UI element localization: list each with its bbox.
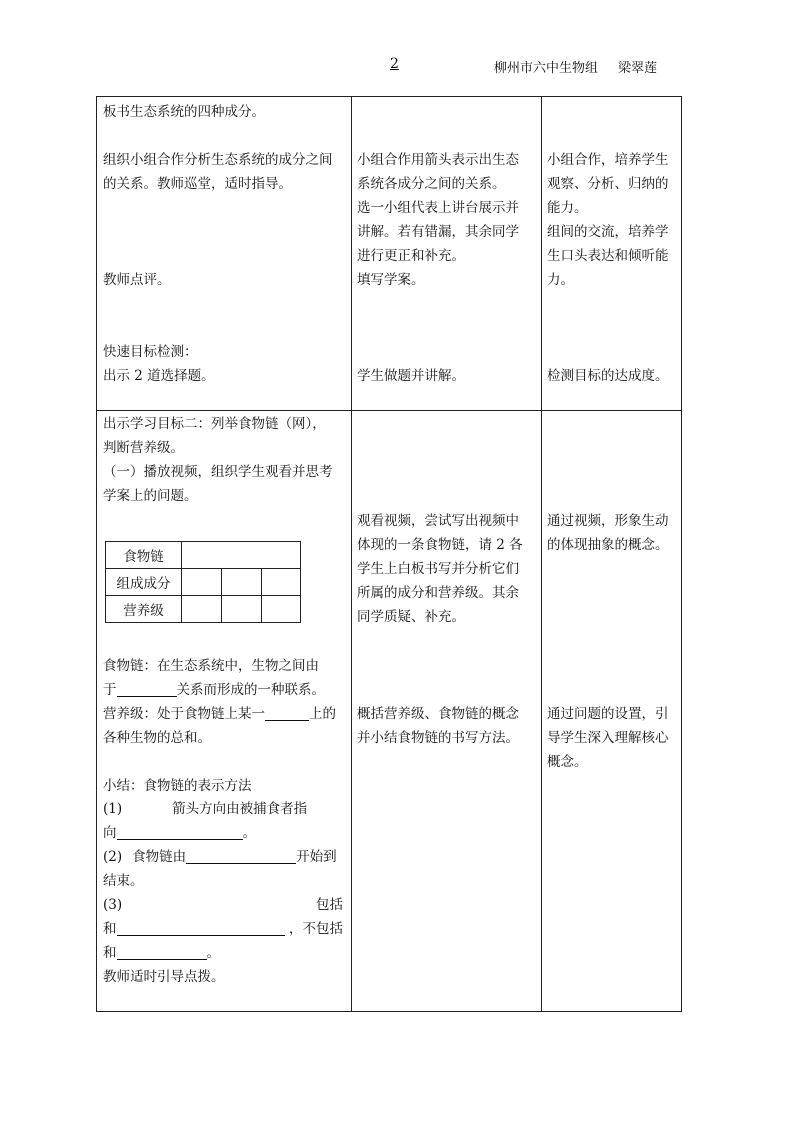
text-line: 观察、分析、归纳的 [547,176,669,192]
text-line [103,702,336,726]
text-line: 结束。 [103,873,144,889]
text-line: 检测目标的达成度。 [547,368,669,384]
text-line: 板书生态系统的四种成分。 [103,104,265,120]
text-segment: 上的 [309,706,336,722]
list-number: (3) [103,897,123,913]
table-row [106,596,301,623]
text-line: 各种生物的总和。 [103,730,211,746]
text-line: 出示 2 道选择题。 [103,368,215,384]
text-segment: 包括 [316,897,343,913]
table-row [97,411,682,1012]
text-line [103,845,337,869]
text-line: 教师点评。 [103,272,171,288]
text-line: 导学生深入理解核心 [547,730,669,746]
teacher-activity-cell [97,411,352,1012]
fill-in-blank [117,823,243,840]
text-line: 出示学习目标二：列举食物链（网）， [103,416,326,432]
text-line: 的体现抽象的概念。 [547,537,669,553]
text-segment: 开始到 [296,849,337,865]
table-cell [182,542,301,569]
text-line: 所属的成分和营养级。其余 [357,585,519,601]
text-line: 学案上的问题。 [103,488,198,504]
text-line [103,893,343,917]
design-purpose-cell [542,97,682,411]
text-segment: 营养级：处于食物链上某一 [103,706,265,722]
table-cell [262,569,301,596]
fill-in-blank [117,919,285,936]
text-line: （一）播放视频，组织学生观看并思考 [103,464,333,480]
text-line: 概念。 [547,754,588,770]
text-line: 进行更正和补充。 [357,248,465,264]
text-segment: 箭头方向由被捕食者指 [172,801,308,817]
table-cell [262,596,301,623]
text-line: 组间的交流，培养学 [547,224,669,240]
text-line: 通过问题的设置，引 [547,706,669,722]
text-line: 学生上白板书写并分析它们 [357,561,519,577]
text-line [103,941,220,965]
text-line: 同学质疑、补充。 [357,609,465,625]
table-cell [222,569,262,596]
lesson-plan-table [96,96,682,1012]
table-cell [182,596,222,623]
text-line: 食物链：在生态系统中，生物之间由 [103,658,319,674]
text-segment: 。 [242,825,256,841]
page-header [0,56,794,76]
table-cell [182,569,222,596]
table-cell: 营养级 [106,596,182,623]
table-cell: 食物链 [106,542,182,569]
table-row [106,542,301,569]
student-activity-cell [352,411,542,1012]
text-line: 教师适时引导点拨。 [103,969,225,985]
food-chain-worksheet-table [105,541,301,623]
text-line: 系统各成分之间的关系。 [357,176,506,192]
text-segment: 。 [206,945,220,961]
table-row [97,97,682,411]
text-line: 并小结食物链的书写方法。 [357,730,519,746]
student-activity-cell [352,97,542,411]
text-line: 填写学案。 [357,272,425,288]
text-line: 概括营养级、食物链的概念 [357,706,519,722]
teacher-activity-cell [97,97,352,411]
text-line: 生口头表达和倾听能 [547,248,669,264]
text-line: 判断营养级。 [103,440,184,456]
text-line [103,821,256,845]
text-line: 小组合作用箭头表示出生态 [357,152,519,168]
text-segment: 食物链由 [132,849,187,865]
text-line: 力。 [547,272,574,288]
text-line: 体现的一条食物链，请 2 各 [357,537,523,553]
header-author: 梁翠莲 [618,61,658,76]
text-line: 组织小组合作分析生态系统的成分之间 [103,152,333,168]
text-segment: 和 [103,945,117,961]
table-cell [222,596,262,623]
text-line: 选一小组代表上讲台展示并 [357,200,519,216]
text-segment: 和 [103,921,117,937]
text-line: 讲解。若有错漏，其余同学 [357,224,519,240]
fill-in-blank [117,943,207,960]
text-line: 小组合作，培养学生 [547,152,669,168]
fill-in-blank [186,847,296,864]
text-line [103,797,307,821]
text-line [103,678,325,702]
text-line: 能力。 [547,200,588,216]
list-number: (1) [103,801,123,817]
header-organization: 柳州市六中生物组 [494,61,599,76]
text-line: 快速目标检测： [103,344,198,360]
text-line: 的关系。教师巡堂，适时指导。 [103,176,292,192]
table-row [106,569,301,596]
fill-in-blank [265,704,309,721]
text-segment: 于 [103,682,117,698]
text-line: 观看视频，尝试写出视频中 [357,513,519,529]
page-number: 2 [390,56,399,72]
text-line: 小结：食物链的表示方法 [103,778,252,794]
fill-in-blank [117,680,177,697]
text-line: 学生做题并讲解。 [357,368,465,384]
text-line: 通过视频，形象生动 [547,513,669,529]
text-line [103,917,343,941]
text-segment: ，不包括 [289,921,343,937]
text-segment: 向 [103,825,117,841]
list-number: (2) [103,849,123,865]
text-segment: 关系而形成的一种联系。 [176,682,325,698]
design-purpose-cell [542,411,682,1012]
table-cell: 组成成分 [106,569,182,596]
